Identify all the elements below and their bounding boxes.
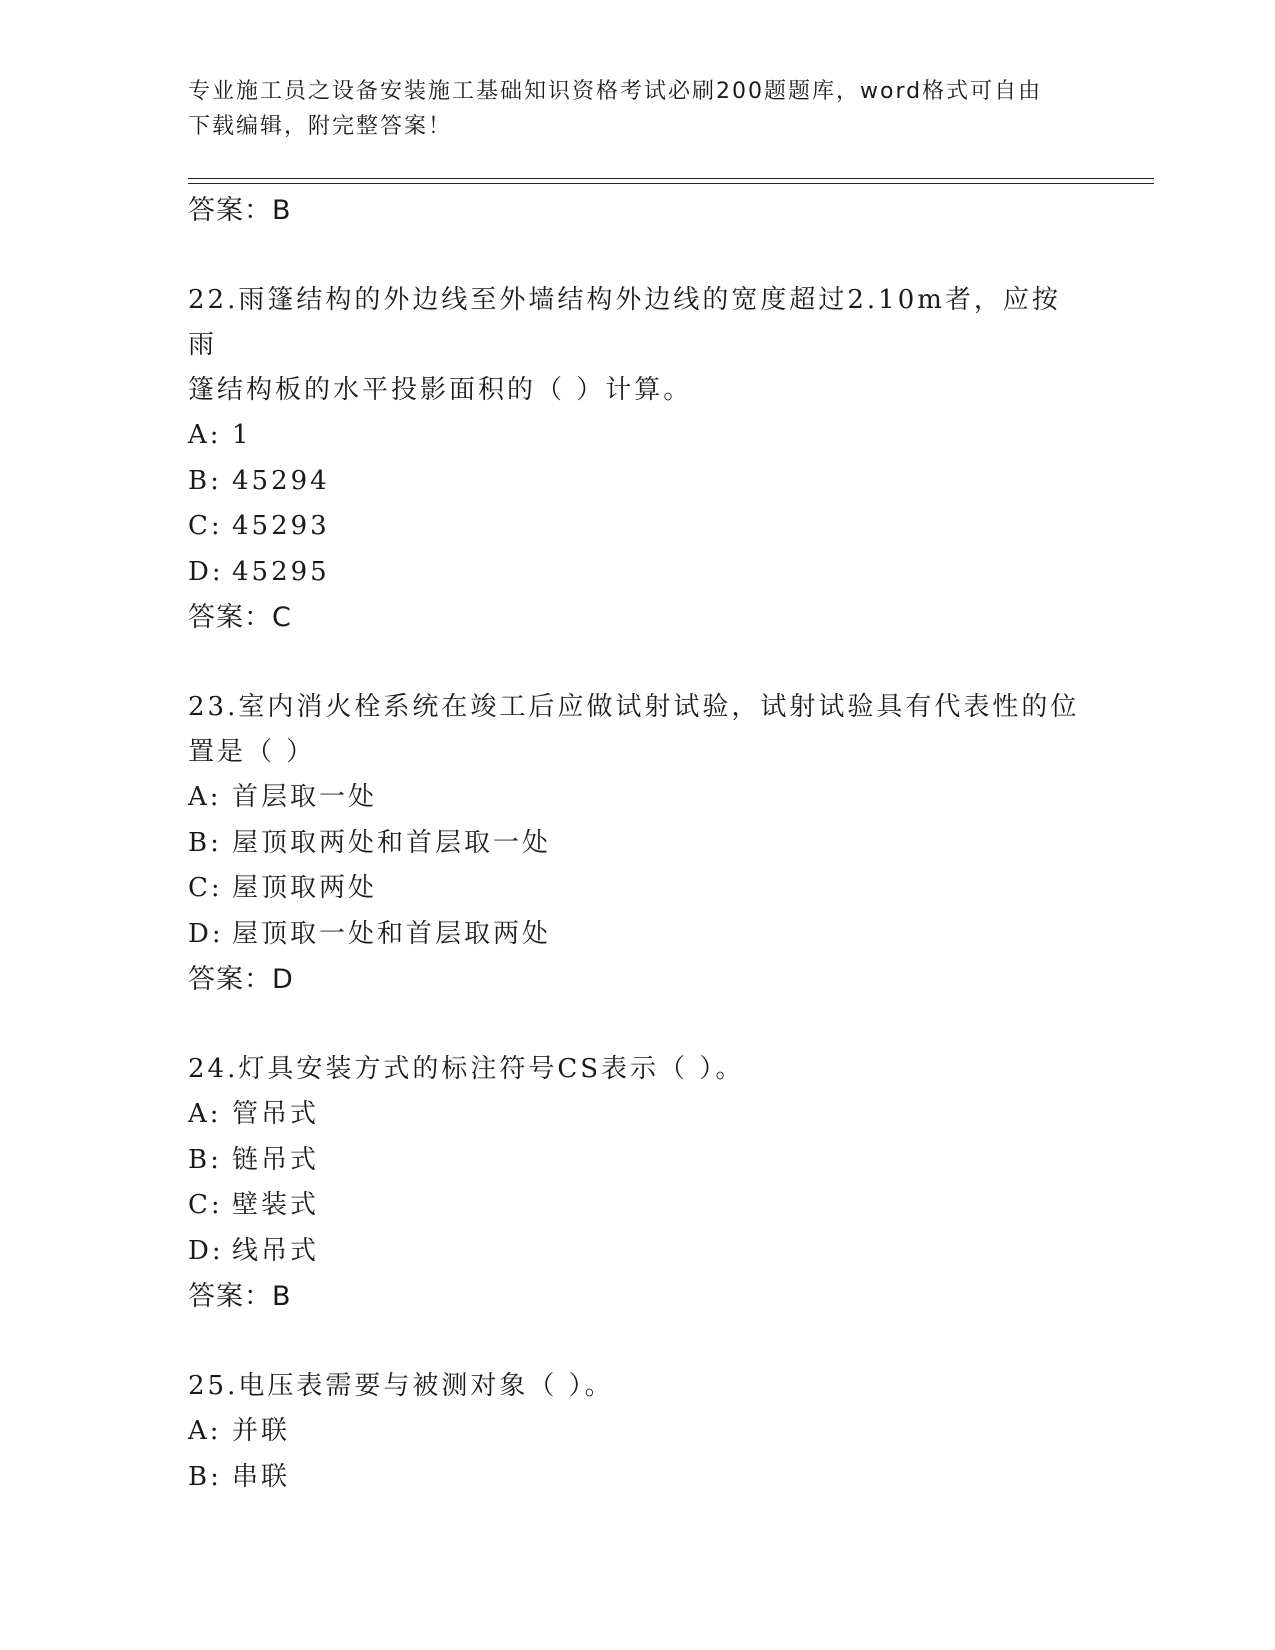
option-d [188,912,1088,958]
option-text: 屋顶取两处 [232,873,378,903]
document-header [188,74,1088,144]
option-c [188,1183,1088,1229]
option-b [188,1455,1088,1501]
option-d [188,1229,1088,1275]
option-text: 1 [232,420,252,450]
option-text: 屋顶取一处和首层取两处 [232,918,552,949]
option-c [188,504,1088,550]
answer-line: 答案：B [188,1281,292,1312]
option-key: A: [188,1416,222,1446]
option-a [188,1409,1088,1455]
option-key: D: [188,918,224,949]
question-24 [188,1047,1088,1320]
option-key: B: [188,1461,222,1492]
question-list [188,188,1088,1500]
answer-line: 答案：D [188,964,294,995]
header-rule-bottom [188,183,1154,184]
option-key: C: [188,873,223,903]
option-b [188,1138,1088,1184]
question-22 [188,278,1088,641]
option-key: D: [188,1235,224,1266]
option-key: A: [188,782,222,812]
header-line-2: 下载编辑，附完整答案！ [188,114,453,139]
option-a [188,775,1088,821]
option-key: A: [188,1099,222,1129]
question-stem [188,278,1088,413]
option-text: 45295 [232,556,330,587]
option-text: 串联 [232,1461,291,1492]
option-b [188,459,1088,505]
option-key: C: [188,511,223,541]
question-stem-line: 25.电压表需要与被测对象（ ）。 [188,1371,614,1401]
option-key: B: [188,1144,222,1175]
option-key: D: [188,556,224,587]
question-stem-line: 23.室内消火栓系统在竣工后应做试射试验，试射试验具有代表性的位 [188,692,1080,722]
question-stem-line: 24.灯具安装方式的标注符号CS表示（ ）。 [188,1054,745,1084]
option-text: 管吊式 [232,1099,320,1129]
option-c [188,866,1088,912]
question-23 [188,685,1088,1003]
question-stem [188,1047,1088,1092]
option-text: 并联 [232,1416,291,1446]
option-a [188,413,1088,459]
option-key: B: [188,827,222,858]
question-stem [188,1364,1088,1409]
option-key: B: [188,465,222,496]
answer-line: 答案：B [188,195,292,226]
option-text: 壁装式 [232,1190,320,1220]
header-line-1: 专业施工员之设备安装施工基础知识资格考试必刷200题题库，word格式可自由 [188,79,1043,104]
question-stem-line: 置是（ ） [188,737,316,767]
question-25 [188,1364,1088,1500]
option-text: 链吊式 [232,1144,320,1175]
option-text: 屋顶取两处和首层取一处 [232,827,552,858]
header-rule-top [188,178,1154,179]
option-text: 45293 [232,511,330,541]
option-text: 线吊式 [232,1235,320,1266]
option-b [188,821,1088,867]
option-key: A: [188,420,222,450]
option-key: C: [188,1190,223,1220]
option-d [188,550,1088,596]
answer-line: 答案：C [188,602,292,633]
question-stem-line: 22.雨篷结构的外边线至外墙结构外边线的宽度超过2.10m者，应按雨 [188,285,1061,360]
option-text: 45294 [232,465,330,496]
question-stem [188,685,1088,775]
question-stem-line: 篷结构板的水平投影面积的（ ）计算。 [188,375,693,405]
option-text: 首层取一处 [232,782,378,812]
option-a [188,1092,1088,1138]
